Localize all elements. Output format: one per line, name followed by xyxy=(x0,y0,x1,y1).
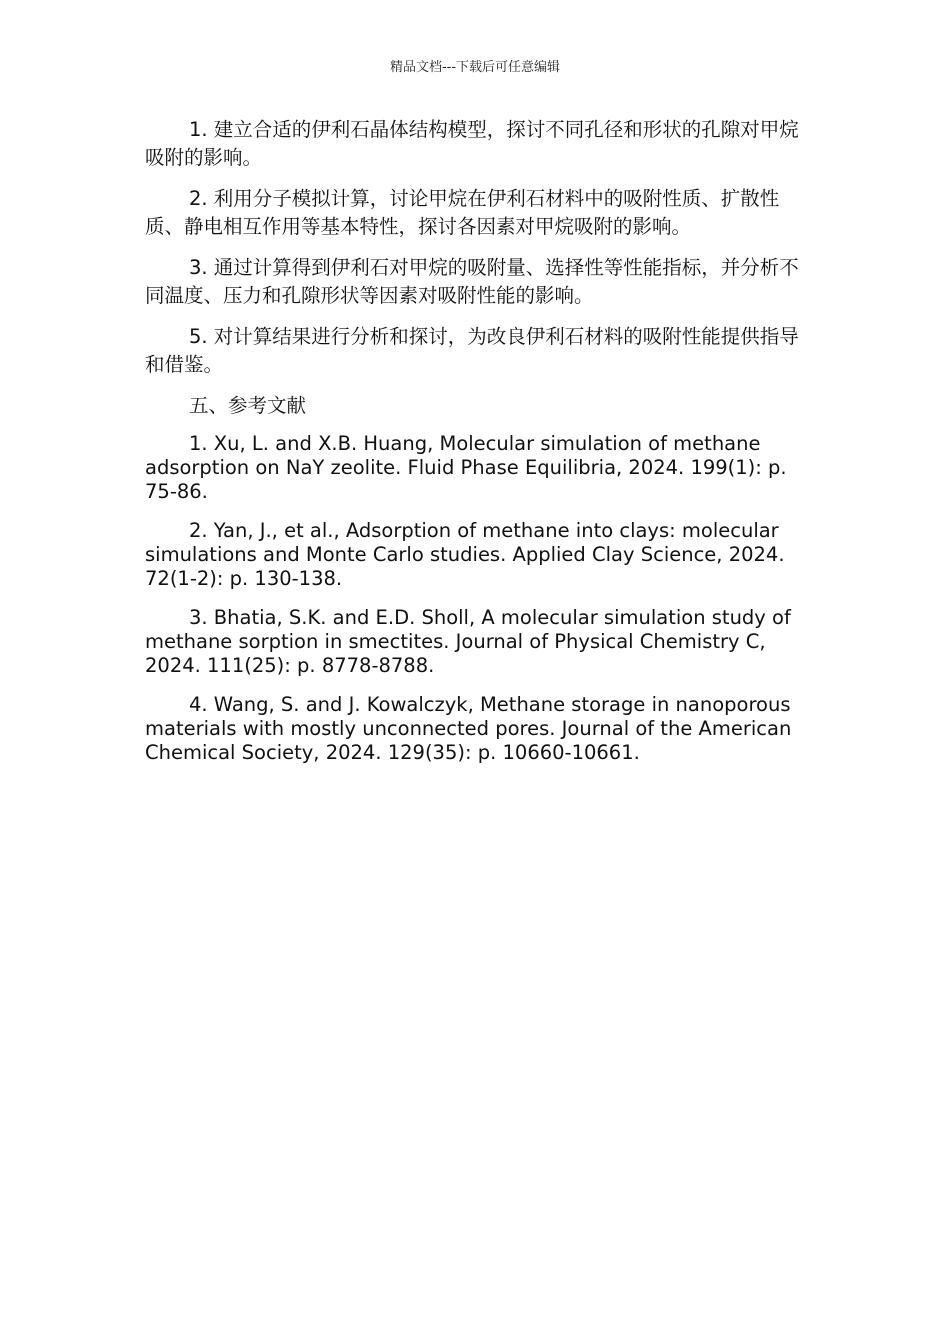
page-header: 精品文档---下载后可任意编辑 xyxy=(389,60,561,75)
reference-entry: 3. Bhatia, S.K. and E.D. Sholl, A molecular simulation study of methane sorption in smectites. Journal of Physical Chemistry C, 2024. 111(25): p. 8778-8788. xyxy=(145,605,791,677)
reference-entry: 2. Yan, J., et al., Adsorption of methane into clays: molecular simulations and Monte Carlo studies. Applied Clay Science, 2024. 72(1-2): p. 130-138. xyxy=(145,518,785,590)
reference-entry: 4. Wang, S. and J. Kowalczyk, Methane storage in nanoporous materials with mostly unconnected pores. Journal of the American Chemical Society, 2024. 129(35): p. 10660-10661. xyxy=(145,692,792,764)
list-item: 5. 对计算结果进行分析和探讨，为改良伊利石材料的吸附性能提供指导和借鉴。 xyxy=(145,325,799,376)
list-item: 1. 建立合适的伊利石晶体结构模型，探讨不同孔径和形状的孔隙对甲烷吸附的影响。 xyxy=(145,118,799,169)
list-item: 3. 通过计算得到伊利石对甲烷的吸附量、选择性等性能指标，并分析不同温度、压力和孔隙形状等因素对吸附性能的影响。 xyxy=(145,256,799,307)
references-heading: 五、参考文献 xyxy=(189,394,307,417)
list-item: 2. 利用分子模拟计算，讨论甲烷在伊利石材料中的吸附性质、扩散性质、静电相互作用等基本特性，探讨各因素对甲烷吸附的影响。 xyxy=(145,187,780,238)
document-body xyxy=(145,116,805,780)
reference-entry: 1. Xu, L. and X.B. Huang, Molecular simulation of methane adsorption on NaY zeolite. Fluid Phase Equilibria, 2024. 199(1): p. 75-86. xyxy=(145,431,787,503)
